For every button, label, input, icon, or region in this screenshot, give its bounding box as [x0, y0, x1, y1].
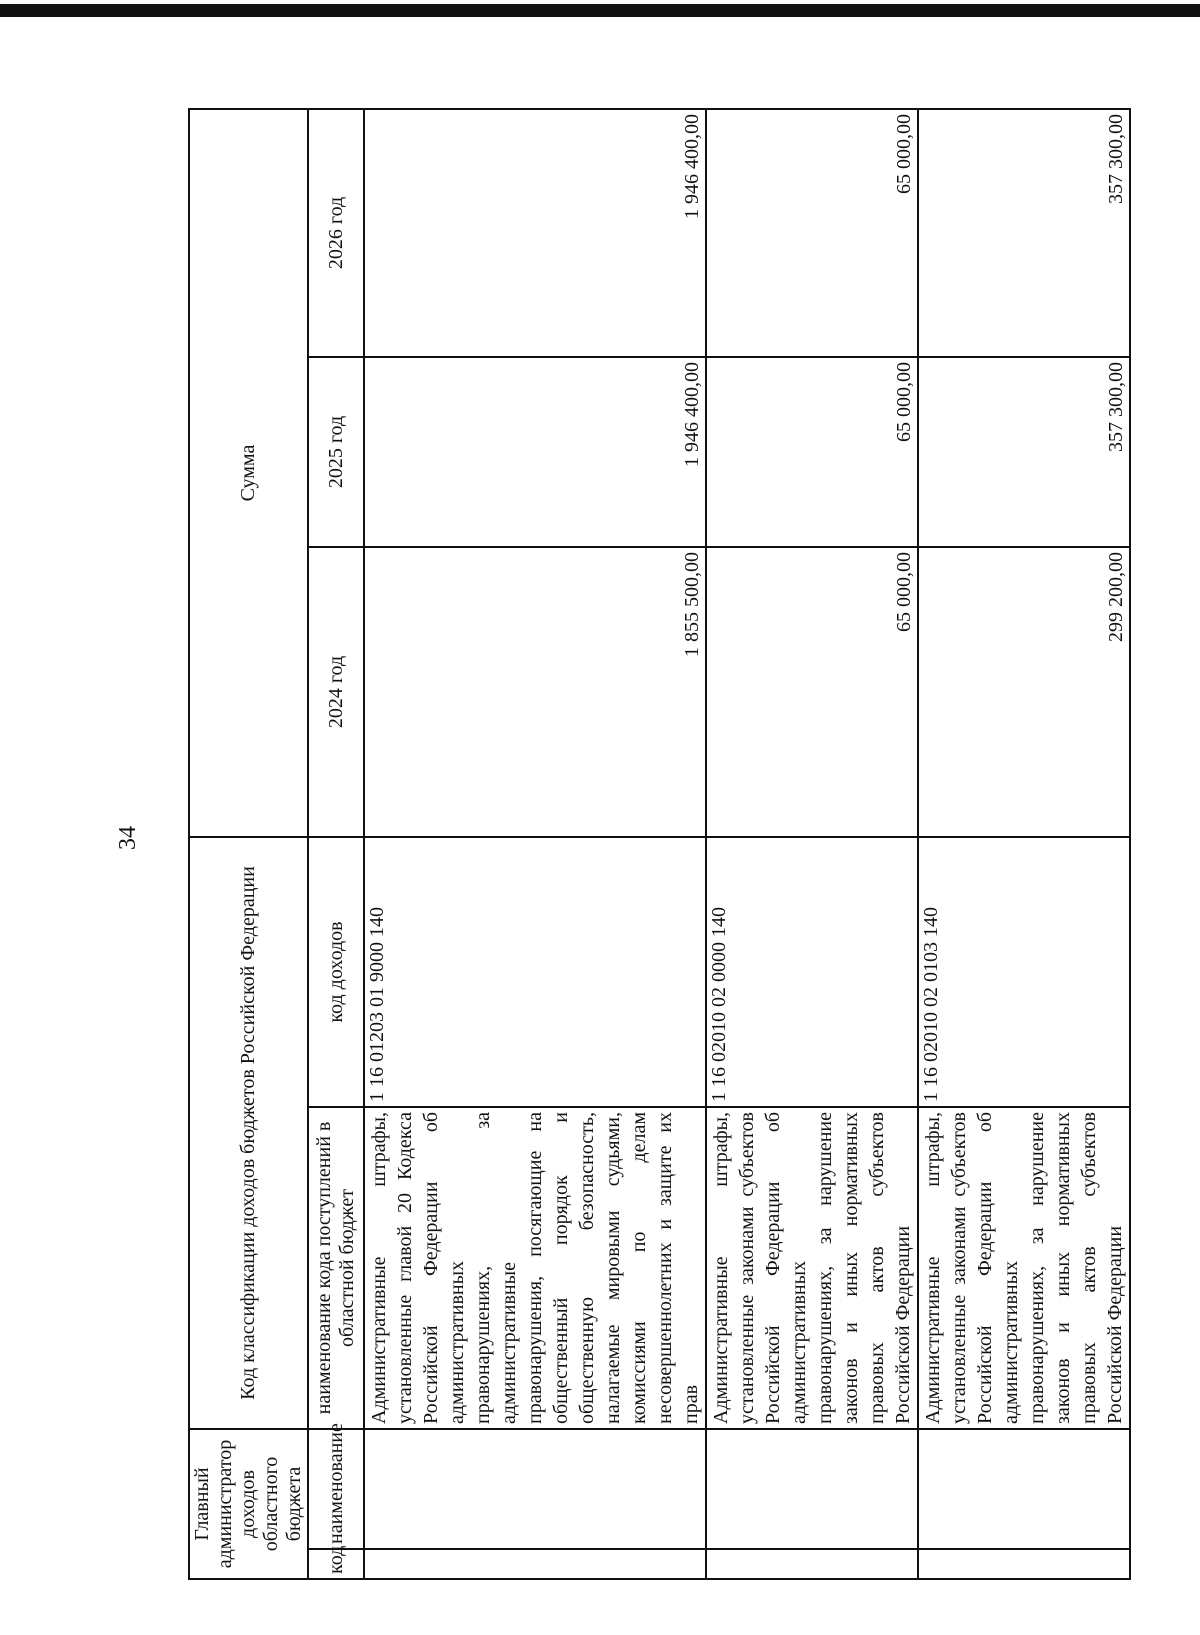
admin-name-cell [364, 1429, 706, 1549]
rotated-content [188, 110, 1127, 1580]
admin-code-cell [364, 1549, 706, 1579]
header-kbk-code: код доходов [308, 837, 364, 1107]
revenue-name-cell: Административные штрафы, установленные главой 20 Кодекса Российской Федерации об административных правонарушениях, за административные правонарушения, посягающие на общественный порядок и общественную безопасность, налагаемые мировыми судьями, комиссиями по делам несовершеннолетних и защите их прав [364, 1107, 706, 1429]
amount-2026-cell: 65 000,00 [706, 109, 918, 357]
admin-name-cell [918, 1429, 1130, 1549]
revenue-name-cell: Административные штрафы, установленные законами субъектов Российской Федерации об административных правонарушениях, за нарушение законов и иных нормативных правовых актов субъектов Российской Федерации [706, 1107, 918, 1429]
revenue-code-cell: 1 16 01203 01 9000 140 [364, 837, 706, 1107]
header-kbk-name: наименование кода поступлений в областной бюджет [308, 1107, 364, 1429]
revenue-code-cell: 1 16 02010 02 0103 140 [918, 837, 1130, 1107]
admin-name-cell [706, 1429, 918, 1549]
header-admin-name: наименование [308, 1429, 364, 1549]
admin-code-cell [706, 1549, 918, 1579]
amount-2026-cell: 1 946 400,00 [364, 109, 706, 357]
header-admin-group: Главный администратор доходов областного бюджета [189, 1429, 308, 1579]
admin-code-cell [918, 1549, 1130, 1579]
page-number: 34 [115, 826, 141, 850]
header-kbk-group: Код классификации доходов бюджетов Российской Федерации [189, 837, 308, 1429]
table-row [364, 109, 706, 1579]
table-row [918, 109, 1130, 1579]
header-year-2024: 2024 год [308, 547, 364, 837]
header-year-2026: 2026 год [308, 109, 364, 357]
amount-2024-cell: 1 855 500,00 [364, 547, 706, 837]
amount-2024-cell: 65 000,00 [706, 547, 918, 837]
top-border-rule [0, 4, 1200, 17]
amount-2025-cell: 1 946 400,00 [364, 357, 706, 547]
table-row [706, 109, 918, 1579]
revenue-name-cell: Административные штрафы, установленные законами субъектов Российской Федерации об административных правонарушениях, за нарушение законов и иных нормативных правовых актов субъектов Российской Федерации [918, 1107, 1130, 1429]
amount-2025-cell: 357 300,00 [918, 357, 1130, 547]
header-admin-code: код [308, 1549, 364, 1579]
amount-2024-cell: 299 200,00 [918, 547, 1130, 837]
revenue-code-cell: 1 16 02010 02 0000 140 [706, 837, 918, 1107]
amount-2025-cell: 65 000,00 [706, 357, 918, 547]
header-sum-group: Сумма [189, 109, 308, 837]
amount-2026-cell: 357 300,00 [918, 109, 1130, 357]
revenue-table [188, 108, 1131, 1580]
header-year-2025: 2025 год [308, 357, 364, 547]
rotated-table-area [188, 110, 1127, 1580]
